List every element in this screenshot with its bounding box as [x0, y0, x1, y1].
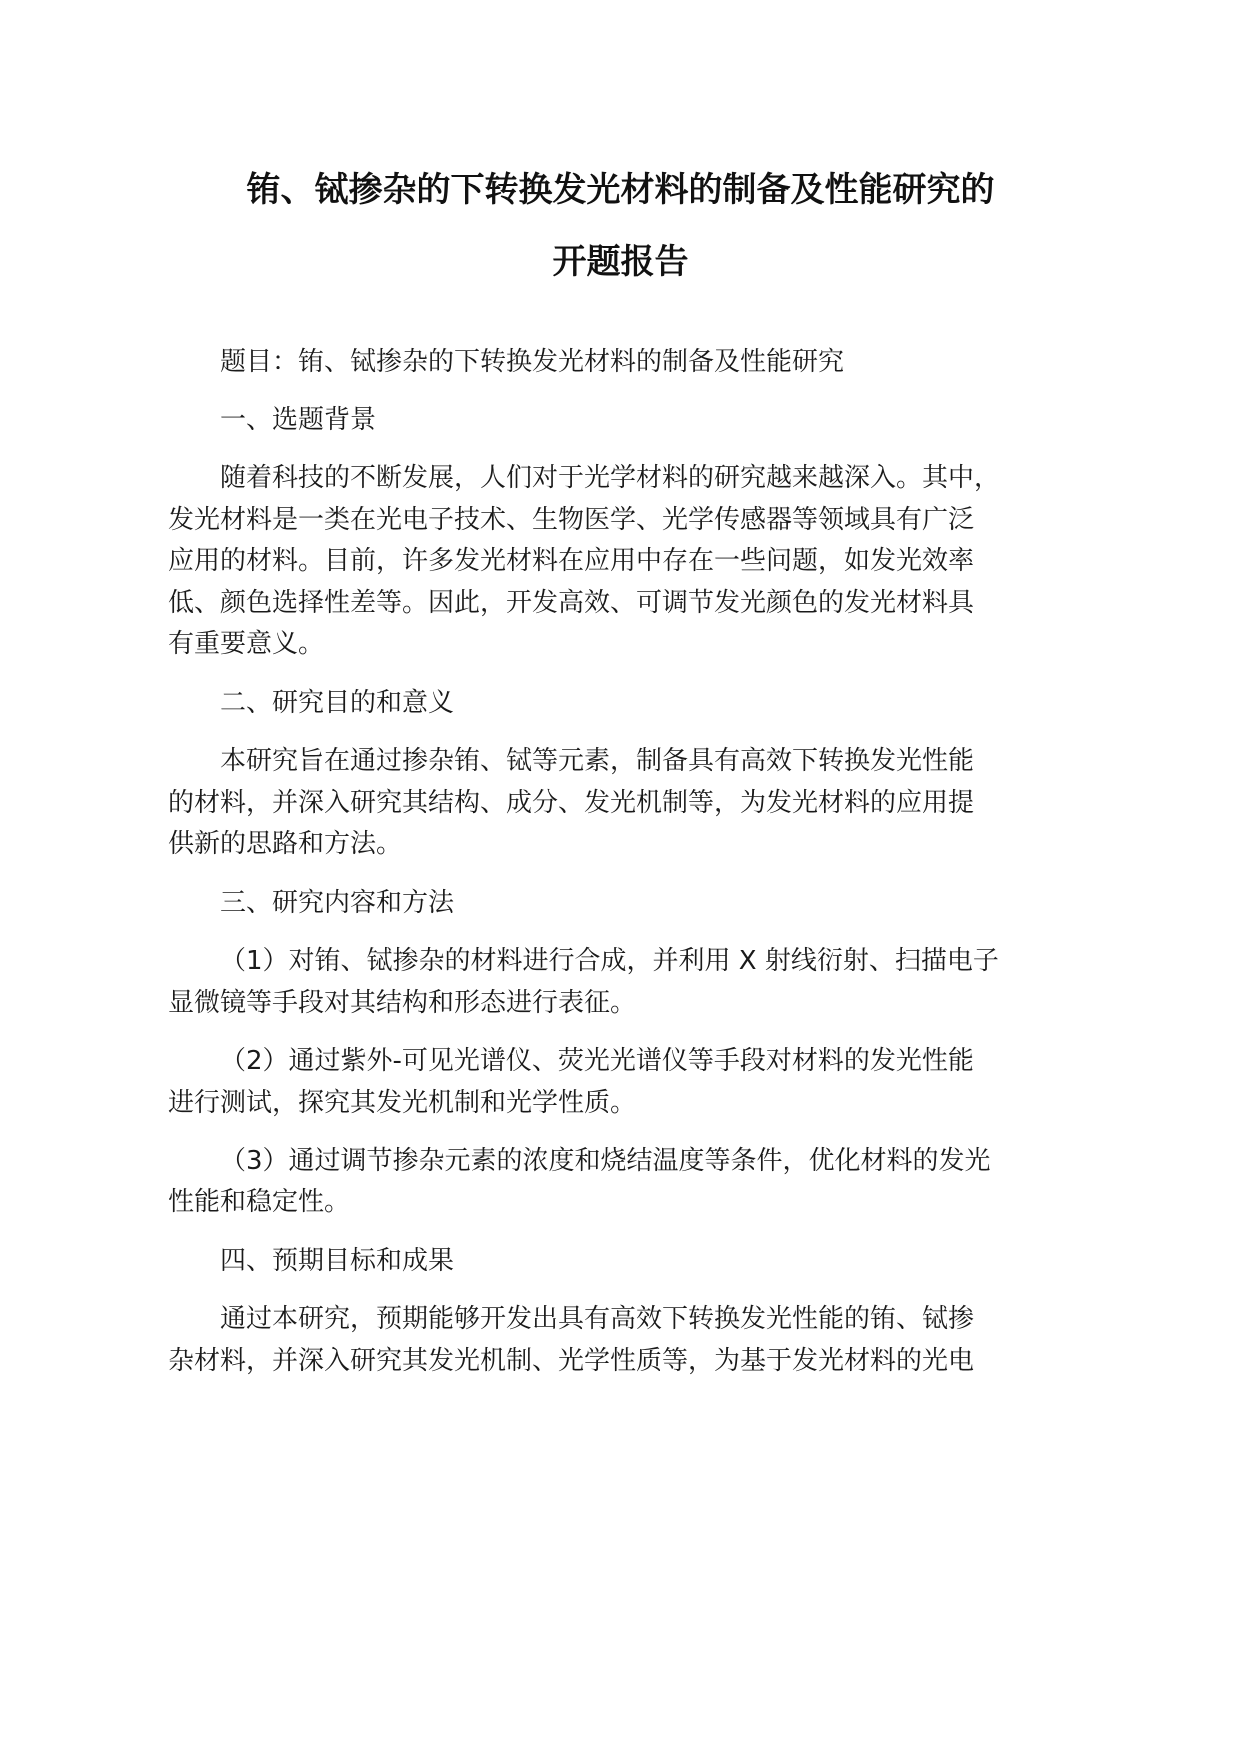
- section1-line: 随着科技的不断发展，人们对于光学材料的研究越来越深入。其中，: [220, 463, 1001, 493]
- section2-line: 的材料，并深入研究其结构、成分、发光机制等，为发光材料的应用提: [168, 788, 975, 818]
- section3-item-line: 性能和稳定性。: [168, 1187, 351, 1217]
- section4-line: 通过本研究，预期能够开发出具有高效下转换发光性能的铕、铽掺: [220, 1304, 975, 1334]
- title-line-2: 开题报告: [552, 242, 689, 282]
- section3-heading: 三、研究内容和方法: [220, 888, 455, 918]
- section1-line: 应用的材料。目前，许多发光材料在应用中存在一些问题，如发光效率: [168, 546, 975, 576]
- subject-line: 题目：铕、铽掺杂的下转换发光材料的制备及性能研究: [220, 347, 845, 377]
- section1-line: 有重要意义。: [168, 629, 325, 659]
- section3-item-line: （2）通过紫外-可见光谱仪、荧光光谱仪等手段对材料的发光性能: [220, 1046, 974, 1076]
- title-line-1: 铕、铽掺杂的下转换发光材料的制备及性能研究的: [246, 170, 995, 210]
- section3-item-line: （1）对铕、铽掺杂的材料进行合成，并利用 X 射线衍射、扫描电子: [220, 946, 999, 976]
- section4-line: 杂材料，并深入研究其发光机制、光学性质等，为基于发光材料的光电: [168, 1346, 975, 1376]
- section3-item-line: 显微镜等手段对其结构和形态进行表征。: [168, 988, 637, 1018]
- section1-line: 发光材料是一类在光电子技术、生物医学、光学传感器等领域具有广泛: [168, 505, 975, 535]
- section1-heading: 一、选题背景: [220, 405, 377, 435]
- section4-heading: 四、预期目标和成果: [220, 1246, 455, 1276]
- section2-line: 本研究旨在通过掺杂铕、铽等元素，制备具有高效下转换发光性能: [220, 746, 975, 776]
- section2-line: 供新的思路和方法。: [168, 829, 403, 859]
- section3-item-line: 进行测试，探究其发光机制和光学性质。: [168, 1088, 637, 1118]
- section3-item-line: （3）通过调节掺杂元素的浓度和烧结温度等条件，优化材料的发光: [220, 1146, 991, 1176]
- section2-heading: 二、研究目的和意义: [220, 688, 455, 718]
- section1-line: 低、颜色选择性差等。因此，开发高效、可调节发光颜色的发光材料具: [168, 588, 975, 618]
